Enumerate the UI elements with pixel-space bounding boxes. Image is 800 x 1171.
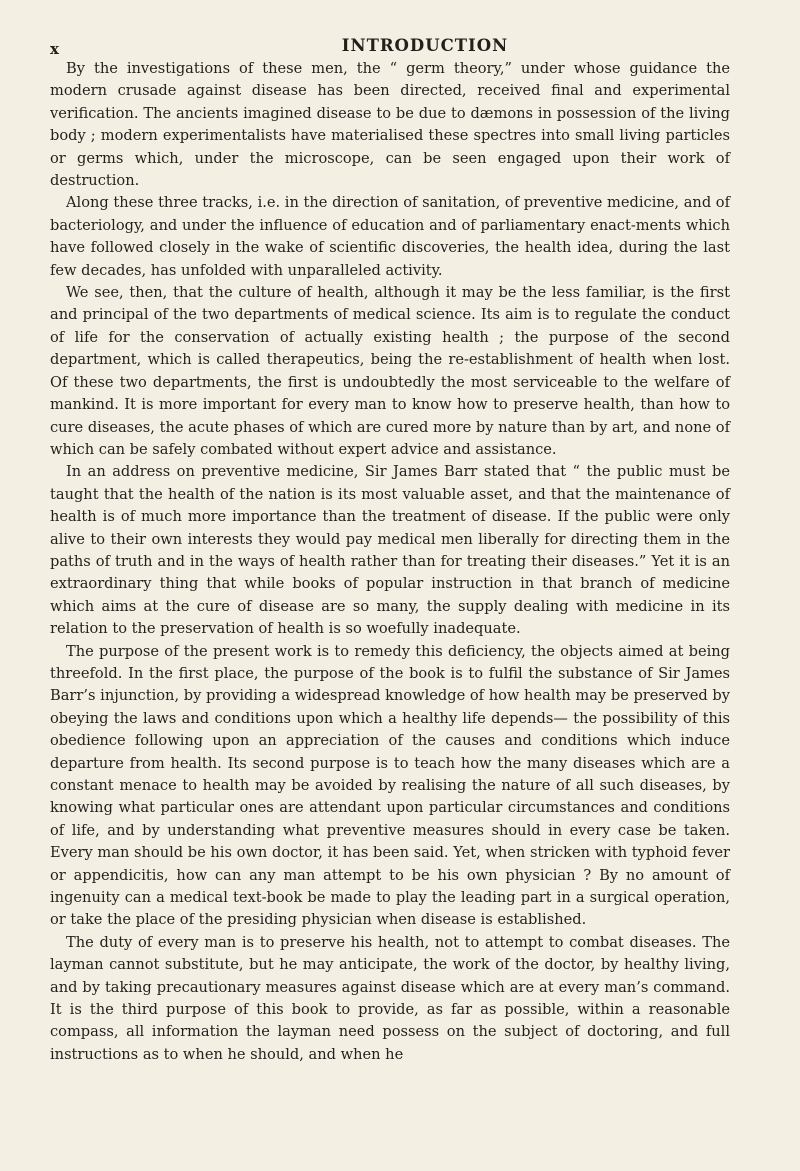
page-number: x xyxy=(50,40,60,58)
running-header xyxy=(50,0,780,58)
paragraph-duty-of-every-man: The duty of every man is to preserve his health, not to attempt to combat diseases. The layman cannot substitute, but he may anticipate, the work of the doctor, by healthy living, and by taking precautionary measures against disease which are at every man’s command. It is the third purpose of this book to provide, as far as possible, within a reasonable compass, all information the layman need possess on the subject of doctoring, and full instructions as to when he should, and when he xyxy=(50,933,730,1063)
paragraph-three-tracks: Along these three tracks, i.e. in the direction of sanitation, of preventive medicine, and of bacteriology, and under the influence of education and of parliamentary enact-ments which have followed closely in the wake of scientific discoveries, the health idea, during the last few decades, has unfolded with unparalleled activity. xyxy=(50,194,730,279)
paragraph-sir-james-barr: In an address on preventive medicine, Sir James Barr stated that “ the public must be taught that the health of the nation is its most valuable asset, and that the maintenance of health is of much more importance than the treatment of disease. If the public were only alive to their own interests they would pay medical men liberally for directing them in the paths of truth and in the ways of health rather than for treating their diseases.” Yet it is an extraordinary thing that while books of popular instruction in that branch of medicine which aims at the cure of disease are so many, the supply dealing with medicine in its relation to the preservation of health is so woefully inadequate. xyxy=(50,463,730,638)
body-text xyxy=(50,58,730,1066)
paragraph-germ-theory: By the investigations of these men, the “ germ theory,” under whose guidance the modern crusade against disease has been directed, received final and experimental verification. The ancients imagined disease to be due to dæmons in possession of the living body ; modern experimentalists have materialised these spectres into small living particles or germs which, under the microscope, can be seen engaged upon their work of destruction. xyxy=(50,60,730,190)
running-title: INTRODUCTION xyxy=(341,36,509,55)
paragraph-culture-of-health: We see, then, that the culture of health, although it may be the less familiar, is the first and principal of the two departments of medical science. Its aim is to regulate the conduct of life for the conservation of actually existing health ; the purpose of the second department, which is called therapeutics, being the re-establishment of health when lost. Of these two departments, the first is undoubtedly the most serviceable to the welfare of mankind. It is more important for every man to know how to preserve health, than how to cure diseases, the acute phases of which are cured more by nature than by art, and none of which can be safely combated without expert advice and assistance. xyxy=(50,284,730,458)
paragraph-purpose-of-work: The purpose of the present work is to remedy this deficiency, the objects aimed at being threefold. In the first place, the purpose of the book is to fulfil the substance of Sir James Barr’s injunction, by providing a widespread knowledge of how health may be preserved by obeying the laws and conditions upon which a healthy life depends— the possibility of this obedience following upon an appreciation of the causes and conditions which induce departure from health. Its second purpose is to teach how the many diseases which are a constant menace to health may be avoided by realising the nature of all such diseases, by knowing what particular ones are attendant upon particular circumstances and conditions of life, and by understanding what preventive measures should in every case be taken. Every man should be his own doctor, it has been said. Yet, when stricken with typhoid fever or appendicitis, how can any man attempt to be his own physician ? By no amount of ingenuity can a medical text-book be made to play the leading part in a surgical operation, or take the place of the presiding physician when disease is established. xyxy=(50,642,730,929)
